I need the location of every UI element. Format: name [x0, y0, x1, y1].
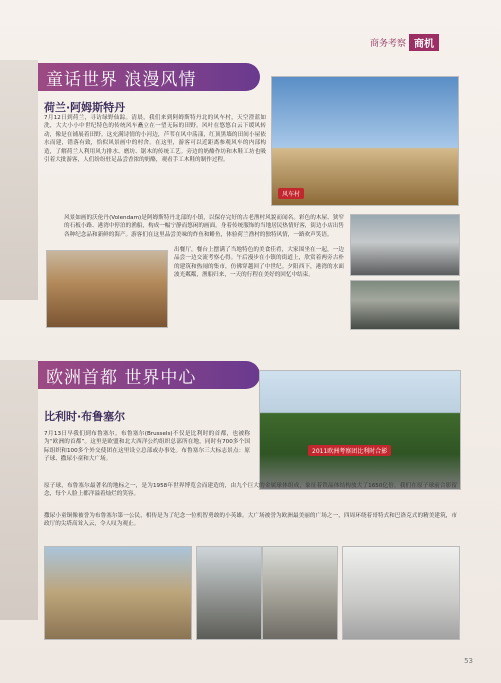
header-category: 商务考察: [370, 38, 407, 49]
header-badge: 商机: [409, 34, 439, 51]
section2-paragraph2: 原子球，布鲁塞尔最著名的地标之一，是为1958年世界博览会而建造的，由九个巨大的金属球体组成，象征着铁晶体结构放大了1650亿倍。我们在原子球前合影留念，每个人脸上都洋溢着灿烂的笑容。: [44, 483, 457, 498]
section1-paragraph2: 风景如画的沃伦丹(Volendam)是阿姆斯特丹北部的小镇，以保存完好的古老渔村风貌而闻名。彩色的木屋、狭窄的石板小路、港湾中停泊的渔船，构成一幅宁静而悠闲的画面。身着传统服饰的当地居民热情好客，街边小店出售各种纪念品和新鲜的海产。游客们在这里品尝美味的炸鱼和鲱鱼，体验荷兰渔村的独特风情，一路欢声笑语。: [64, 215, 344, 238]
section2-subtitle: 比利时·布鲁塞尔: [44, 410, 126, 423]
section1-paragraph1: 7月12日到荷兰，寻访绿野仙踪。清晨，我们来到阿姆斯特丹北的风车村，天空澄蓝如洗，大大小小中世纪特色的传统风车矗立在一望无际的田野。风叶在悠悠白云下缓风转动，像是在铺展着田野。这充满诗情的小河边，芦苇在风中荡漾，红顶黑墙的田间小屋依水而建，错落有致，恰似风景画中的村舍。在这里，游客可以近距离参观风车的内部构造，了解荷兰人利用风力排水、磨坊、锯木的传统工艺。旁边的奶酪作坊和木鞋工坊也吸引着大批游客，人们纷纷驻足品尝香浓的奶酪，观看手工木鞋的制作过程。: [44, 115, 266, 164]
group-photo-2: [350, 280, 460, 330]
section2-paragraph3: 撒尿小童铜像被誉为布鲁塞尔第一公民，相传是为了纪念一位机智勇敢的小英雄。大广场被誉为欧洲最美丽的广场之一，四周环绕着哥特式和巴洛克式的精美建筑，市政厅的尖塔高耸入云，令人叹为观止。: [44, 513, 457, 528]
page-number: 53: [464, 657, 473, 665]
grand-place-photo: [44, 546, 192, 640]
section1-subtitle: 荷兰·阿姆斯特丹: [44, 101, 126, 114]
clog-photo: [46, 250, 168, 328]
street-photo-2: [262, 546, 338, 640]
street-photo-1: [196, 546, 262, 640]
left-decoration-top: [0, 60, 38, 300]
header-tab: [370, 34, 439, 50]
section2-title: 欧洲首都 世界中心: [46, 368, 197, 388]
section1-paragraph3: 出餐厅，餐台上摆满了当地特色的美食佳肴，大家围坐在一起，一边品尝一边交流考察心得。午后漫步在小镇的街道上，欣赏着两旁古朴的建筑和热闹的集市，仿佛穿越回了中世纪。夕阳西下，港湾的水面波光粼粼，渔船归来，一天的行程在美好的回忆中结束。: [174, 247, 344, 279]
group-photo-1: [350, 214, 460, 276]
atomium-photo: [259, 370, 461, 490]
windmill-photo: [271, 76, 459, 206]
section1-title: 童话世界 浪漫风情: [46, 70, 197, 90]
manneken-pis-photo: [342, 546, 460, 640]
left-decoration-bottom: [0, 360, 38, 620]
windmill-photo-caption: 风车村: [278, 188, 304, 199]
section2-paragraph1: 7月13日早我们到布鲁塞尔。布鲁塞尔(Brussels)不仅是比利时的首都，也被称为“欧洲的首都”。这里是欧盟和北大西洋公约组织总部所在地，同时有700多个国际组织和100多个外交使团在这里设立总部或办事处。布鲁塞尔三大标志景点：原子球、撒尿小童和大广场。: [44, 431, 250, 463]
atomium-banner: 2011欧洲考察团比利时合影: [308, 445, 391, 456]
